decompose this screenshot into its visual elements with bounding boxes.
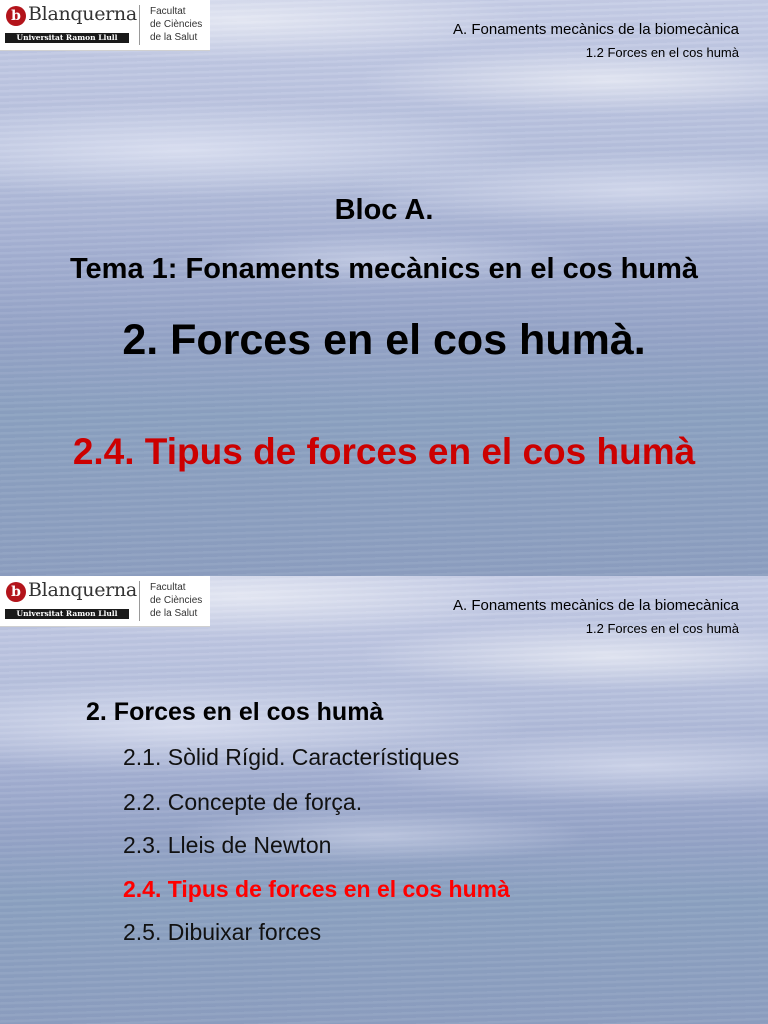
- faculty-line: Facultat: [150, 6, 186, 17]
- toc-item: 2.1. Sòlid Rígid. Característiques: [123, 744, 460, 770]
- toc-item: 2.5. Dibuixar forces: [123, 919, 322, 945]
- logo-faculty: [150, 581, 202, 620]
- section-title: 2. Forces en el cos humà.: [122, 316, 646, 364]
- logo-name: Blanquerna: [28, 579, 137, 601]
- slide-2: [0, 576, 768, 1024]
- header-course: A. Fonaments mecànics de la biomecànica: [453, 21, 739, 38]
- logo-mark-icon: b: [6, 6, 26, 26]
- logo-mark-icon: b: [6, 582, 26, 602]
- header-course: A. Fonaments mecànics de la biomecànica: [453, 597, 739, 614]
- header-topic: 1.2 Forces en el cos humà: [585, 45, 739, 60]
- tema-title: Tema 1: Fonaments mecànics en el cos humà: [69, 253, 699, 285]
- toc-heading: 2. Forces en el cos humà: [86, 698, 384, 726]
- faculty-line: de la Salut: [150, 608, 198, 619]
- faculty-line: de la Salut: [150, 32, 198, 43]
- toc-item: 2.3. Lleis de Newton: [123, 832, 332, 858]
- faculty-line: de Ciències: [150, 19, 203, 30]
- logo-divider: [139, 5, 140, 45]
- toc-item-active: 2.4. Tipus de forces en el cos humà: [123, 876, 510, 902]
- logo-name: Blanquerna: [28, 3, 137, 25]
- logo-university: Universitat Ramon Llull: [5, 33, 129, 43]
- logo-faculty: [150, 5, 202, 44]
- toc-item: 2.2. Concepte de força.: [123, 789, 363, 815]
- faculty-line: Facultat: [150, 582, 186, 593]
- blanquerna-logo: [0, 0, 210, 51]
- logo-university: Universitat Ramon Llull: [5, 609, 129, 619]
- subsection-title: 2.4. Tipus de forces en el cos humà: [72, 431, 696, 472]
- bloc-title: Bloc A.: [334, 194, 434, 226]
- logo-divider: [139, 581, 140, 621]
- header-topic: 1.2 Forces en el cos humà: [585, 621, 739, 636]
- faculty-line: de Ciències: [150, 595, 203, 606]
- blanquerna-logo: [0, 576, 210, 627]
